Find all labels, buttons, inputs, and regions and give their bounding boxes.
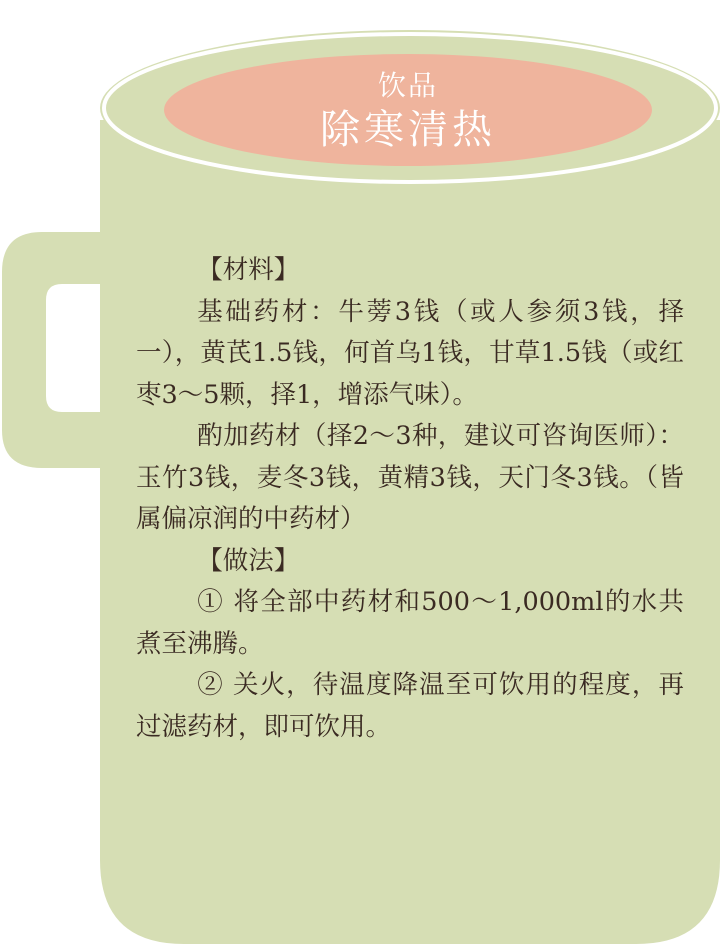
base-herbs-text: 基础药材：牛蒡3钱（或人参须3钱，择一），黄芪1.5钱，何首乌1钱，甘草1.5钱（或红枣3～5颗，择1，增添气味）。 <box>136 296 684 410</box>
recipe-content <box>136 250 684 748</box>
optional-herbs-text: 酌加药材（择2～3种，建议可咨询医师）：玉竹3钱，麦冬3钱，黄精3钱，天门冬3钱。（皆属偏凉润的中药材） <box>136 421 684 534</box>
method-step-2: ② 关火，待温度降温至可饮用的程度，再过滤药材，即可饮用。 <box>136 670 684 742</box>
recipe-title: 除寒清热 <box>320 107 496 153</box>
method-heading: 【做法】 <box>197 545 300 576</box>
category-label: 饮品 <box>377 69 438 102</box>
mug-handle <box>2 232 108 468</box>
method-step-1: ① 将全部中药材和500～1,000ml的水共煮至沸腾。 <box>136 587 684 659</box>
materials-heading: 【材料】 <box>197 255 300 285</box>
